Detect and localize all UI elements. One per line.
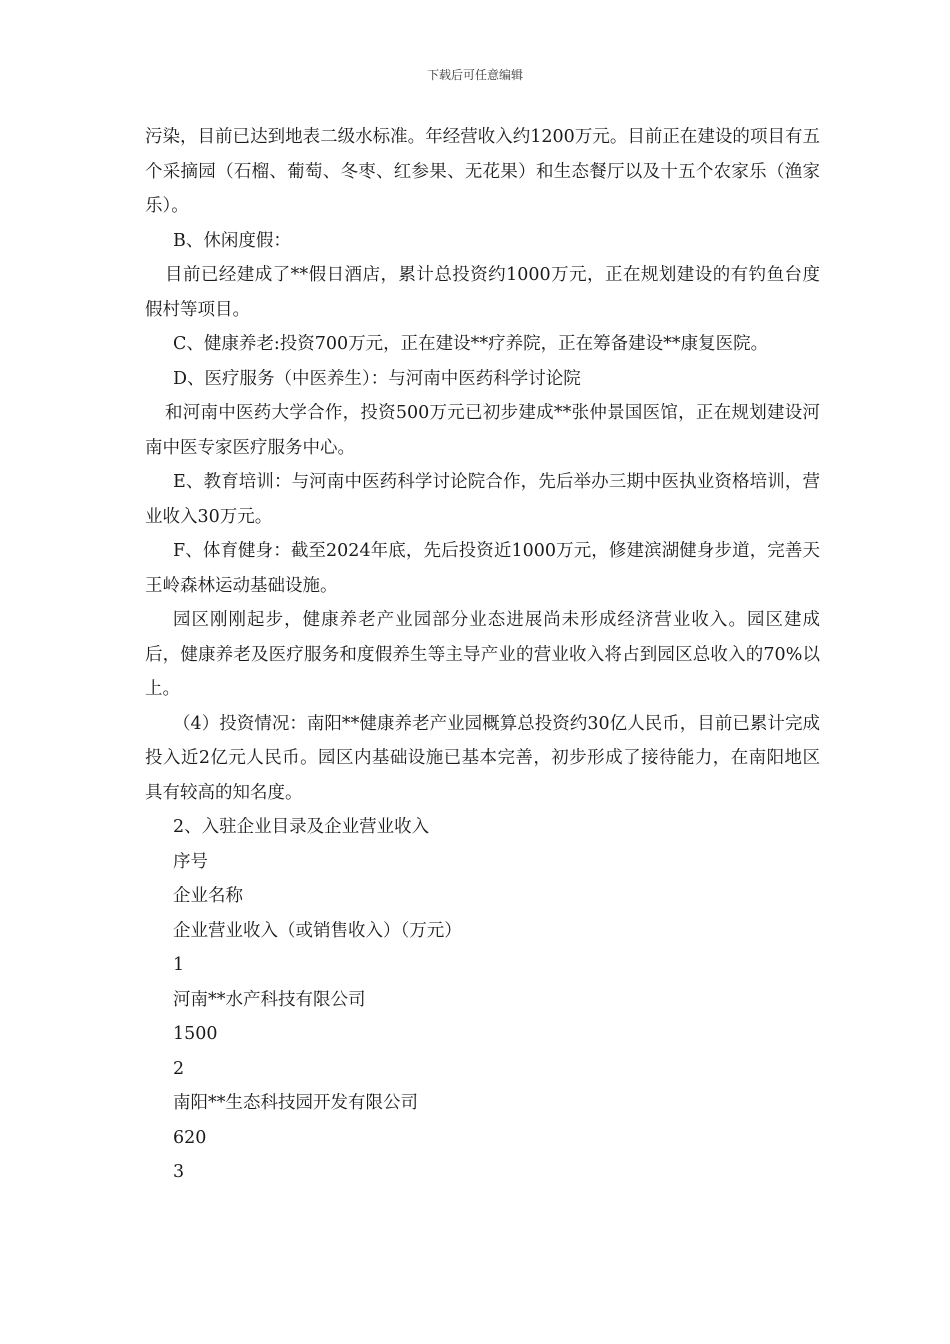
table-cell: 620 — [173, 1127, 207, 1148]
enterprise-table — [145, 845, 820, 1190]
table-header-revenue: 企业营业收入（或销售收入）（万元） — [173, 920, 462, 941]
table-cell: 3 — [173, 1162, 185, 1182]
paragraph-investment: （4）投资情况：南阳**健康养老产业园概算总投资约30亿人民币，目前已累计完成投入近2亿元人民币。园区内基础设施已基本完善，初步形成了接待能力，在南阳地区具有较高的知名度。 — [145, 713, 820, 803]
paragraph-education: E、教育培训：与河南中医药科学讨论院合作，先后举办三期中医执业资格培训，营业收入30万元。 — [145, 472, 820, 527]
table-cell: 1 — [173, 955, 185, 975]
table-header-name: 企业名称 — [173, 886, 243, 906]
paragraph-medical-heading: D、医疗服务（中医养生）：与河南中医药科学讨论院 — [173, 368, 581, 389]
paragraph-leisure: 目前已经建成了**假日酒店，累计总投资约1000万元，正在规划建设的有钓鱼台度假村等项目。 — [145, 265, 820, 320]
paragraph-fitness: F、体育健身：截至2024年底，先后投资近1000万元，修建滨湖健身步道，完善天王岭森林运动基础设施。 — [145, 541, 820, 596]
paragraph-park-status: 园区刚刚起步，健康养老产业园部分业态进展尚未形成经济营业收入。园区建成后，健康养老及医疗服务和度假养生等主导产业的营业收入将占到园区总收入的70%以上。 — [145, 610, 820, 699]
paragraph-leisure-heading: B、休闲度假： — [173, 230, 291, 251]
paragraph-pollution: 污染，目前已达到地表二级水标准。年经营收入约1200万元。目前正在建设的项目有五个采摘园（石榴、葡萄、冬枣、红参果、无花果）和生态餐厅以及十五个农家乐（渔家乐）。 — [145, 127, 820, 216]
section-heading-enterprises: 2、入驻企业目录及企业营业收入 — [173, 817, 430, 837]
document-body — [145, 120, 820, 1190]
table-cell: 1500 — [173, 1024, 218, 1044]
paragraph-elderly-care: C、健康养老:投资700万元，正在建设**疗养院，正在筹备建设**康复医院。 — [173, 334, 769, 354]
table-cell: 2 — [173, 1058, 185, 1079]
page-header: 下载后可任意编辑 — [426, 68, 523, 82]
table-cell: 河南**水产科技有限公司 — [173, 989, 366, 1010]
paragraph-medical: 和河南中医药大学合作，投资500万元已初步建成**张仲景国医馆，正在规划建设河南中医专家医疗服务中心。 — [145, 403, 820, 458]
table-header-index: 序号 — [173, 851, 208, 872]
table-cell: 南阳**生态科技园开发有限公司 — [173, 1093, 418, 1113]
